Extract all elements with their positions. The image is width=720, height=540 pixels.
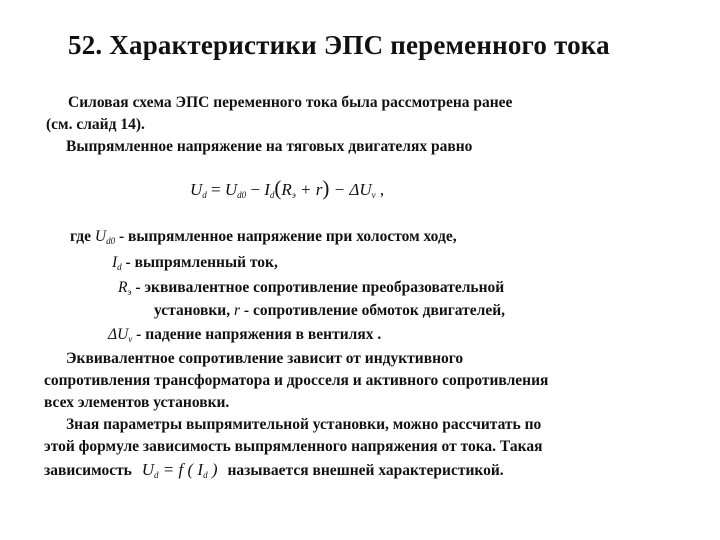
def-du-text: - падение напряжения в вентилях .: [132, 326, 382, 343]
intro-line-1: Силовая схема ЭПС переменного тока была рассмотрена ранее: [68, 94, 513, 111]
para2-line-1: Зная параметры выпрямительной установки, можно рассчитать по: [66, 416, 542, 433]
def-re-text-2b: - сопротивление обмоток двигателей,: [240, 302, 506, 319]
def-re-text: - эквивалентное сопротивление преобразовательной: [131, 279, 505, 296]
eq-du-sub: v: [371, 190, 376, 200]
eq-paren-open: (: [274, 176, 282, 200]
eq-plus-r: + r: [295, 180, 323, 199]
def-du-symbol: $\Delta U_v$: [108, 326, 133, 344]
para2-line-3-end: называется внешней характеристикой.: [227, 462, 504, 479]
def-r: [154, 302, 505, 320]
eq-paren-close: ): [322, 176, 330, 200]
def-re: [118, 279, 504, 297]
def-ud0-symbol: $U_{d0}$: [94, 228, 116, 246]
eq-re-sub: э: [291, 190, 296, 200]
def-r-symbol: r: [233, 302, 241, 319]
para1-line-2: сопротивления трансформатора и дросселя и активного сопротивления: [44, 372, 549, 389]
para2-line-3: [44, 460, 504, 480]
eq-ud: U: [190, 180, 203, 199]
eq-comma: ,: [375, 180, 385, 199]
para1-line-1: Эквивалентное сопротивление зависит от индуктивного: [66, 350, 464, 367]
def-ud0-text: - выпрямленное напряжение при холостом ходе,: [115, 228, 457, 245]
def-where: где: [70, 228, 91, 245]
eq-equals: =: [206, 180, 225, 199]
intro-line-3: Выпрямленное напряжение на тяговых двигателях равно: [66, 138, 473, 155]
eq-ud0: U: [224, 180, 238, 199]
eq-minus: −: [246, 180, 265, 199]
def-ud0: [70, 228, 457, 246]
eq-id-sub: d: [269, 190, 275, 200]
para1-line-3: всех элементов установки.: [44, 394, 230, 411]
def-id-symbol: $I_d$: [112, 254, 122, 272]
eq-id: I: [264, 180, 270, 199]
eq-ud0-sub: d0: [237, 190, 247, 200]
eq-re: R: [281, 180, 292, 199]
external-characteristic-formula: $U_d = f$ ( $I_d$ ): [141, 460, 218, 480]
para2-word-dependency: зависимость: [44, 462, 132, 479]
def-re-symbol: $R_э$: [118, 279, 132, 297]
def-id-text: - выпрямленный ток,: [121, 254, 278, 271]
def-du: [108, 326, 381, 344]
eq-ud-sub: d: [202, 190, 207, 200]
def-id: [112, 254, 278, 272]
rectified-voltage-equation: [190, 176, 384, 201]
eq-minus-du: − ΔU: [329, 180, 372, 199]
para2-line-2: этой формуле зависимость выпрямленного напряжения от тока. Такая: [44, 438, 543, 455]
slide-title: 52. Характеристики ЭПС переменного тока: [68, 30, 610, 60]
intro-line-2: (см. слайд 14).: [46, 116, 145, 133]
def-re-text-2a: установки,: [154, 302, 234, 319]
